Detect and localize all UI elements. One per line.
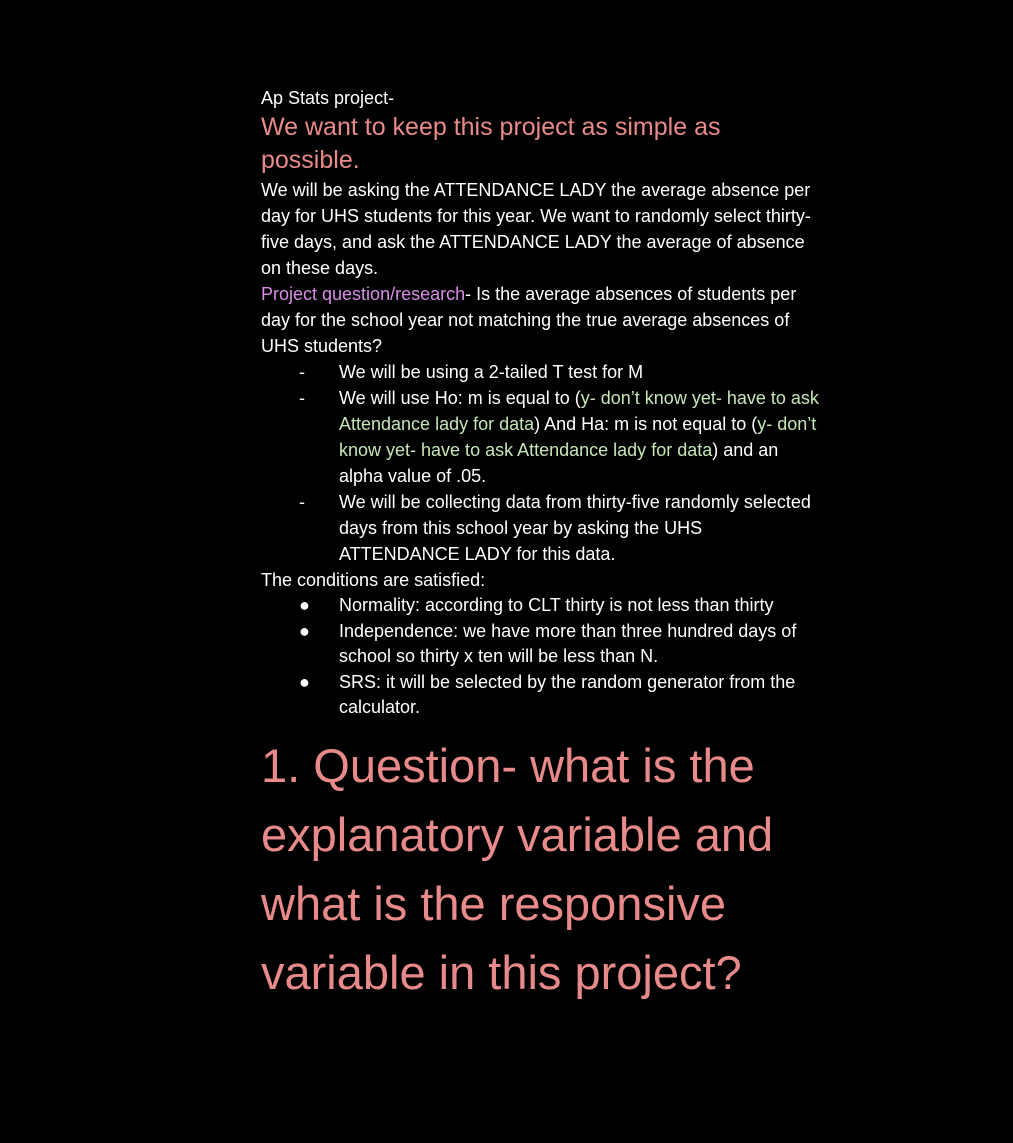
conditions-heading: The conditions are satisfied: [261,570,486,590]
condition-srs: SRS: it will be selected by the random generator from the calculator. [339,671,796,717]
intro-paragraph: We will be asking the ATTENDANCE LADY the average absence per day for UHS students for this year. We want to randomly select thirty-five days, and ask the ATTENDANCE LADY the average of absence on these days. [261,180,811,278]
list-item [261,385,821,489]
doc-title: Ap Stats project- [261,88,395,108]
big-question: 1. Question- what is the explanatory variable and what is the responsive variable in this project? [261,738,774,999]
method-list [261,359,821,567]
document-body [261,85,821,1007]
method-item-3: We will be collecting data from thirty-five randomly selected days from this school year by asking the UHS ATTENDANCE LADY for this data. [339,492,811,564]
doc-subtitle: We want to keep this project as simple as possible. [261,113,721,174]
dash-marker: - [299,362,305,382]
bullet-marker: ● [299,595,310,615]
method-item-1: We will be using a 2-tailed T test for M [339,362,644,382]
method-item-2-part-e: ) and an alpha value of .05. [339,440,779,486]
method-item-2-part-d: y- don’t know yet- have to ask Attendance lady for data [339,414,817,460]
condition-independence: Independence: we have more than three hundred days of school so thirty x ten will be less than N. [339,620,797,666]
condition-normality: Normality: according to CLT thirty is not less than thirty [339,595,774,615]
conditions-list [261,593,821,721]
list-item [261,670,821,721]
method-item-2-part-a: We will use Ho: m is equal to ( [339,388,581,408]
bullet-marker: ● [299,620,310,641]
dash-marker: - [299,388,305,408]
method-item-2-part-c: ) And Ha: m is not equal to ( [534,414,758,434]
project-question-label: Project question/research [261,284,466,304]
list-item [261,489,821,567]
bullet-marker: ● [299,671,310,692]
method-item-2-part-b: y- don’t know yet- have to ask Attendance lady for data [339,388,819,434]
project-question-text: - Is the average absences of students per day for the school year not matching the true average absences of UHS students? [261,284,797,356]
list-item [261,593,821,619]
dash-marker: - [299,492,305,512]
project-question-paragraph [261,281,821,359]
list-item [261,619,821,670]
list-item [261,359,821,385]
